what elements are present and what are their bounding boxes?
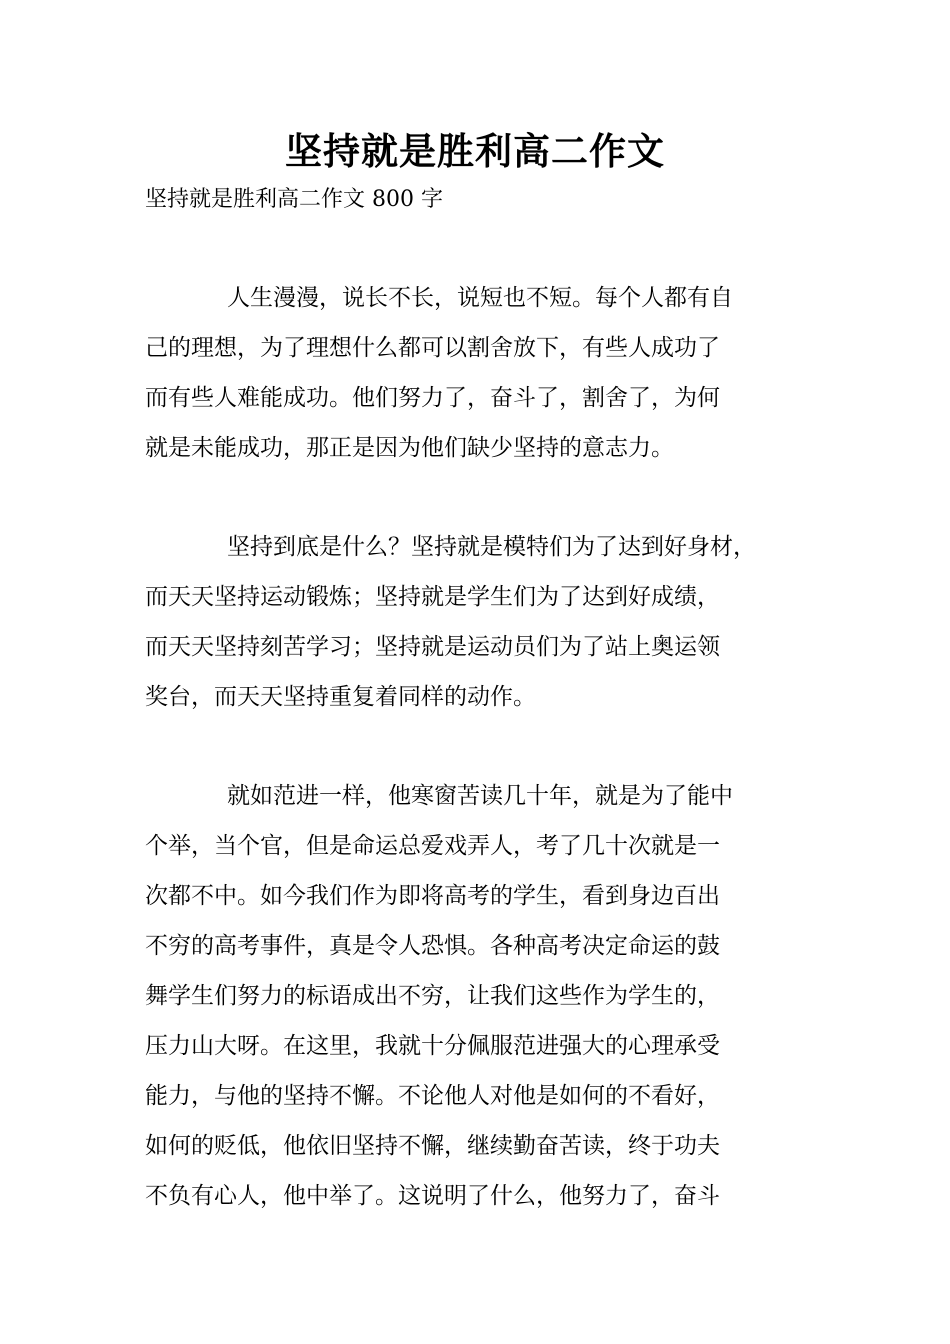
paragraph-line: 己的理想，为了理想什么都可以割舍放下，有些人成功了 [145, 335, 720, 361]
paragraph-line: 坚持到底是什么？坚持就是模特们为了达到好身材， [227, 534, 756, 560]
document-title: 坚持就是胜利高二作文 [285, 130, 665, 173]
paragraph-line: 而有些人难能成功。他们努力了，奋斗了，割舍了，为何 [145, 385, 720, 411]
paragraph-line: 就如范进一样，他寒窗苦读几十年，就是为了能中 [227, 783, 733, 809]
paragraph-3 [145, 771, 825, 1221]
paragraph-line: 就是未能成功，那正是因为他们缺少坚持的意志力。 [145, 435, 674, 461]
paragraph-line: 奖台，而天天坚持重复着同样的动作。 [145, 684, 536, 710]
paragraph-line: 个举，当个官，但是命运总爱戏弄人，考了几十次就是一 [145, 833, 720, 859]
paragraph-line: 舞学生们努力的标语成出不穷，让我们这些作为学生的， [145, 983, 720, 1009]
paragraph-line: 压力山大呀。在这里，我就十分佩服范进强大的心理承受 [145, 1033, 720, 1059]
paragraph-line: 不穷的高考事件，真是令人恐惧。各种高考决定命运的鼓 [145, 933, 720, 959]
paragraph-line: 而天天坚持刻苦学习；坚持就是运动员们为了站上奥运领 [145, 634, 720, 660]
paragraph-1 [145, 273, 825, 473]
paragraph-line: 能力，与他的坚持不懈。不论他人对他是如何的不看好， [145, 1083, 720, 1109]
paragraph-line: 不负有心人，他中举了。这说明了什么，他努力了，奋斗 [145, 1183, 720, 1209]
paragraph-line: 次都不中。如今我们作为即将高考的学生，看到身边百出 [145, 883, 720, 909]
paragraph-line: 而天天坚持运动锻炼；坚持就是学生们为了达到好成绩， [145, 584, 720, 610]
paragraph-line: 如何的贬低，他依旧坚持不懈，继续勤奋苦读，终于功夫 [145, 1133, 720, 1159]
document-subtitle: 坚持就是胜利高二作文 800 字 [145, 187, 443, 212]
paragraph-line: 人生漫漫，说长不长，说短也不短。每个人都有自 [227, 285, 733, 311]
paragraph-2 [145, 522, 825, 722]
